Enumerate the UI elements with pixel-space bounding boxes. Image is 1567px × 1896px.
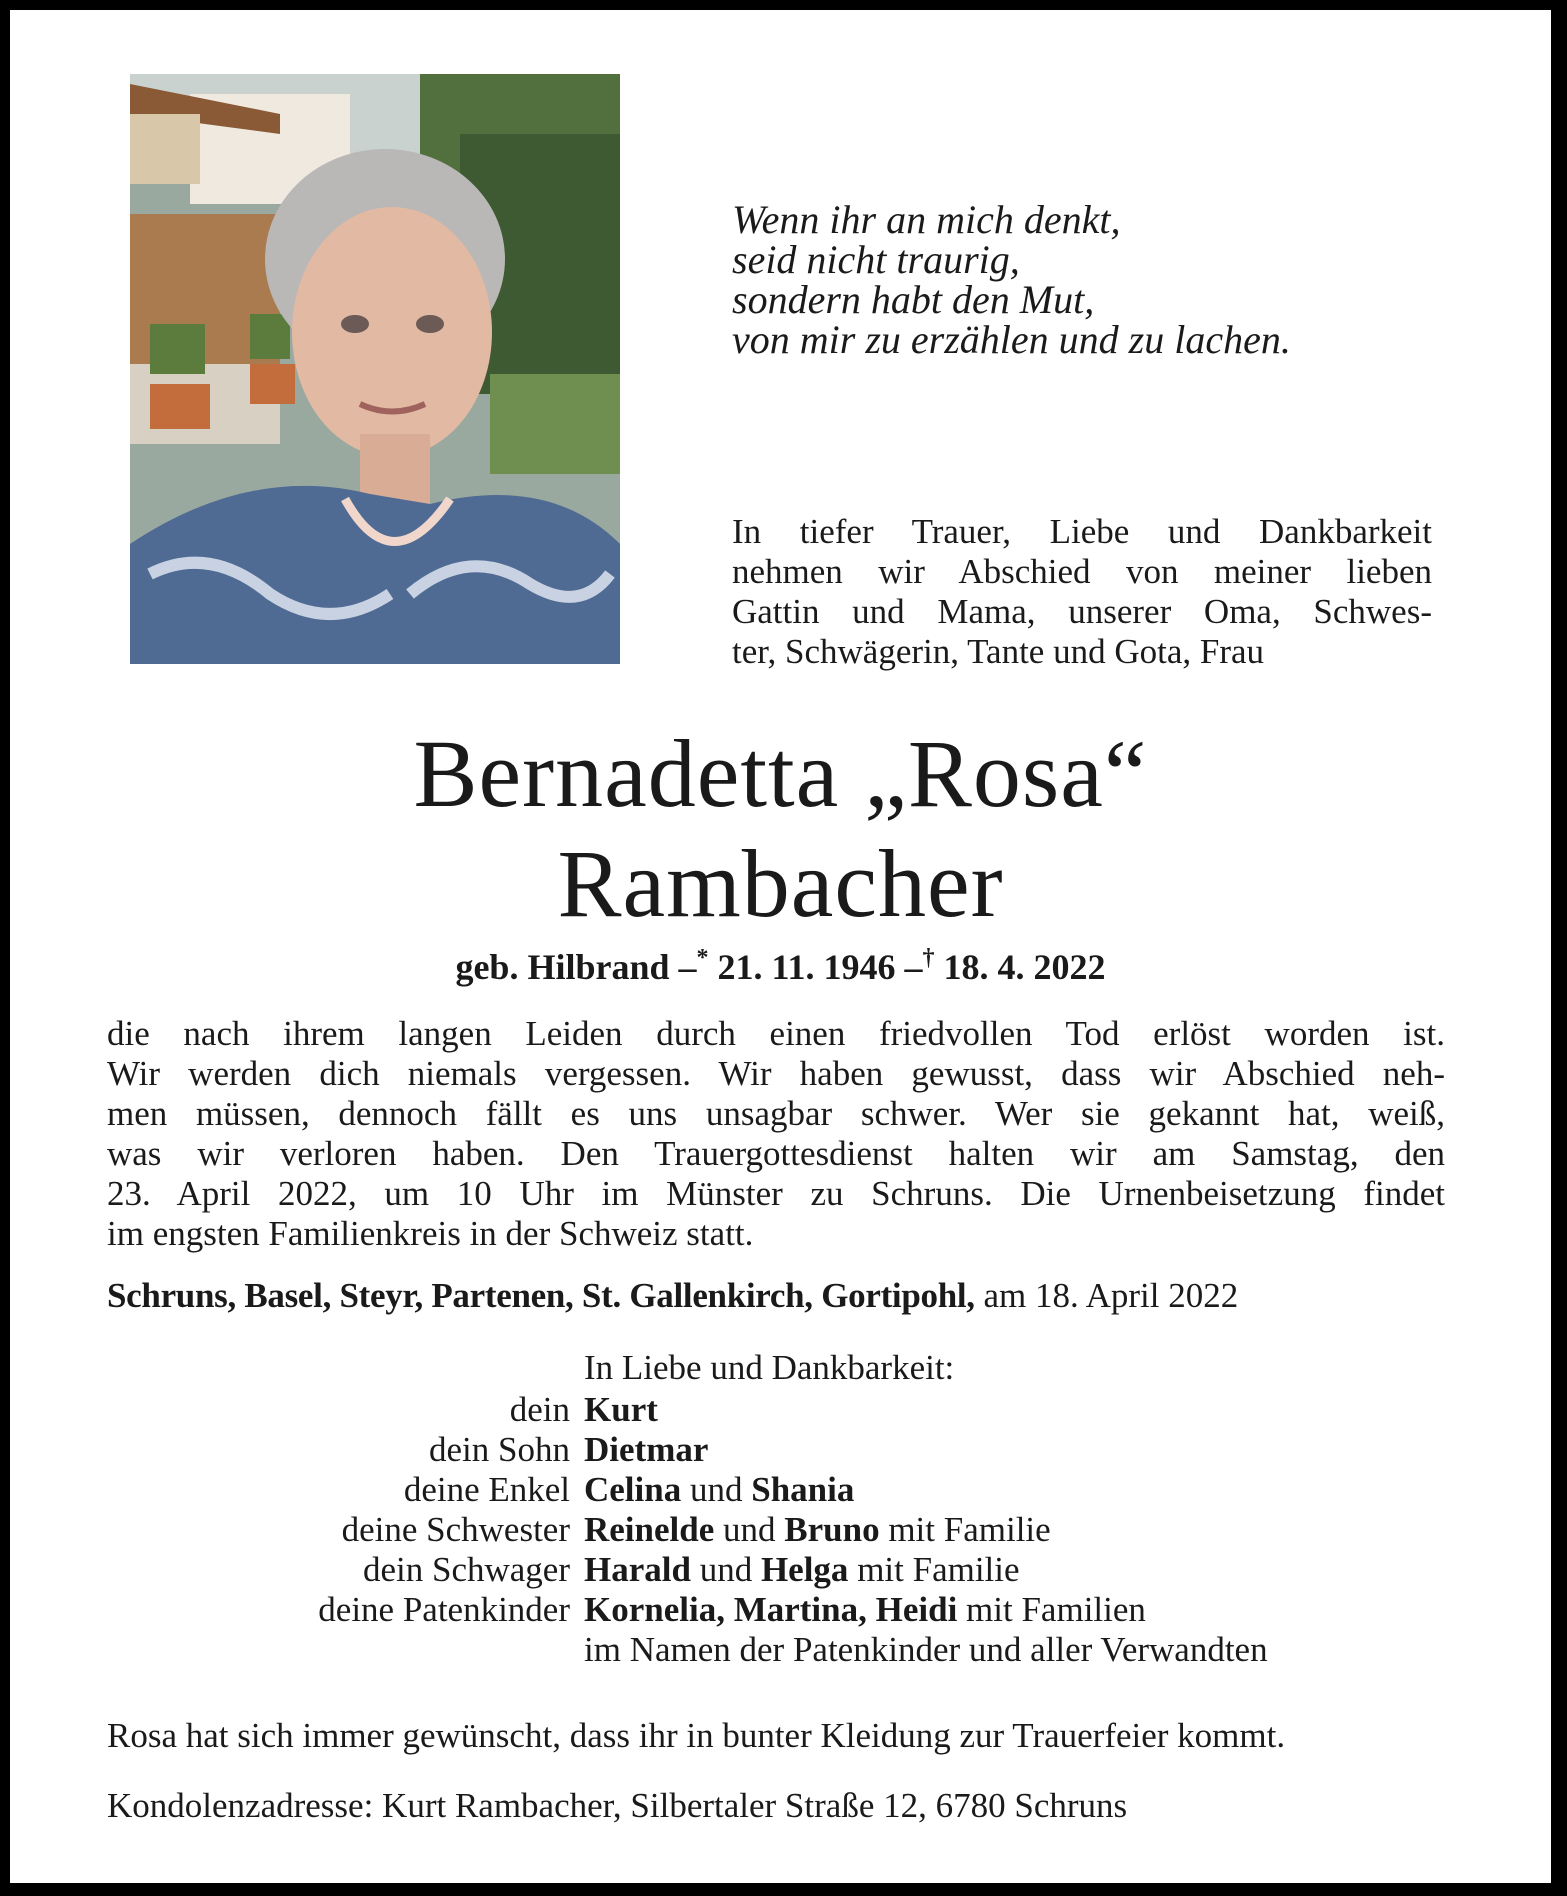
family-row [160,1470,1410,1510]
body-line: 23. April 2022, um 10 Uhr im Münster zu Schruns. Die Urnenbeisetzung findet [107,1174,1445,1213]
body-line: die nach ihrem langen Leiden durch einen friedvollen Tod erlöst worden ist. [107,1014,1445,1053]
maiden-name: geb. Hilbrand [455,947,670,987]
intro-text [732,512,1432,672]
condolence-address: Kondolenzadresse: Kurt Rambacher, Silbertaler Straße 12, 6780 Schruns [107,1786,1128,1825]
family-relation: dein [509,1390,570,1429]
intro-line: In tiefer Trauer, Liebe und Dankbarkeit [732,512,1432,551]
family-row [160,1590,1410,1630]
family-row [160,1630,1410,1670]
deceased-name-last: Rambacher [557,830,1004,937]
family-names: Dietmar [584,1430,709,1469]
family-names: Kornelia, Martina, Heidi mit Familien [584,1590,1146,1629]
family-names: Harald und Helga mit Familie [584,1550,1020,1589]
family-row [160,1550,1410,1590]
poem-line: seid nicht traurig, [732,237,1020,282]
family-row [160,1430,1410,1470]
death-date: 18. 4. 2022 [943,947,1106,987]
obituary-page [10,10,1551,1883]
portrait-photo [130,74,620,664]
birth-symbol: * [696,945,709,971]
family-row [160,1510,1410,1550]
poem [732,197,1452,362]
poem-line: von mir zu erzählen und zu lachen. [732,317,1291,362]
intro-line: nehmen wir Abschied von meiner lieben [732,552,1432,591]
intro-line: Gattin und Mama, unserer Oma, Schwes- [732,592,1432,631]
body-line: was wir verloren haben. Den Trauergottesdienst halten wir am Samstag, den [107,1134,1445,1173]
notice-date: am 18. April 2022 [983,1276,1239,1315]
family-names: Reinelde und Bruno mit Familie [584,1510,1051,1549]
family-names: Celina und Shania [584,1470,855,1509]
family-names: Kurt [584,1390,658,1429]
family-heading: In Liebe und Dankbarkeit: [584,1348,955,1387]
body-line: Wir werden dich niemals vergessen. Wir haben gewusst, dass wir Abschied neh- [107,1054,1445,1093]
places-list: Schruns, Basel, Steyr, Partenen, St. Gallenkirch, Gortipohl, [107,1276,975,1315]
family-closing: im Namen der Patenkinder und aller Verwandten [584,1630,1268,1669]
dress-code-wish: Rosa hat sich immer gewünscht, dass ihr in bunter Kleidung zur Trauerfeier kommt. [107,1716,1286,1755]
body-text [107,1014,1445,1254]
birth-date: 21. 11. 1946 [717,947,896,987]
deceased-name-first: Bernadetta „Rosa“ [413,720,1148,827]
family-relation: deine Patenkinder [318,1590,570,1629]
death-symbol: † [922,945,935,971]
portrait-photo-icon [130,74,620,664]
family-relation: dein Schwager [362,1550,570,1589]
poem-line: Wenn ihr an mich denkt, [732,197,1121,242]
family-relation-empty [160,1630,584,1670]
dates-dash: – [678,947,697,987]
body-line: im engsten Familienkreis in der Schweiz statt. [107,1214,754,1253]
intro-line: ter, Schwägerin, Tante und Gota, Frau [732,632,1265,671]
life-dates [10,938,1551,987]
family-relation: dein Sohn [429,1430,570,1469]
family-relation: deine Enkel [403,1470,570,1509]
poem-line: sondern habt den Mut, [732,277,1095,322]
family-row [160,1390,1410,1430]
body-line: men müssen, dennoch fällt es uns unsagbar schwer. Wer sie gekannt hat, weiß, [107,1094,1445,1133]
dates-dash: – [904,947,923,987]
family-relation: deine Schwester [341,1510,570,1549]
family-list [160,1390,1410,1670]
places-and-date [107,1276,1445,1316]
